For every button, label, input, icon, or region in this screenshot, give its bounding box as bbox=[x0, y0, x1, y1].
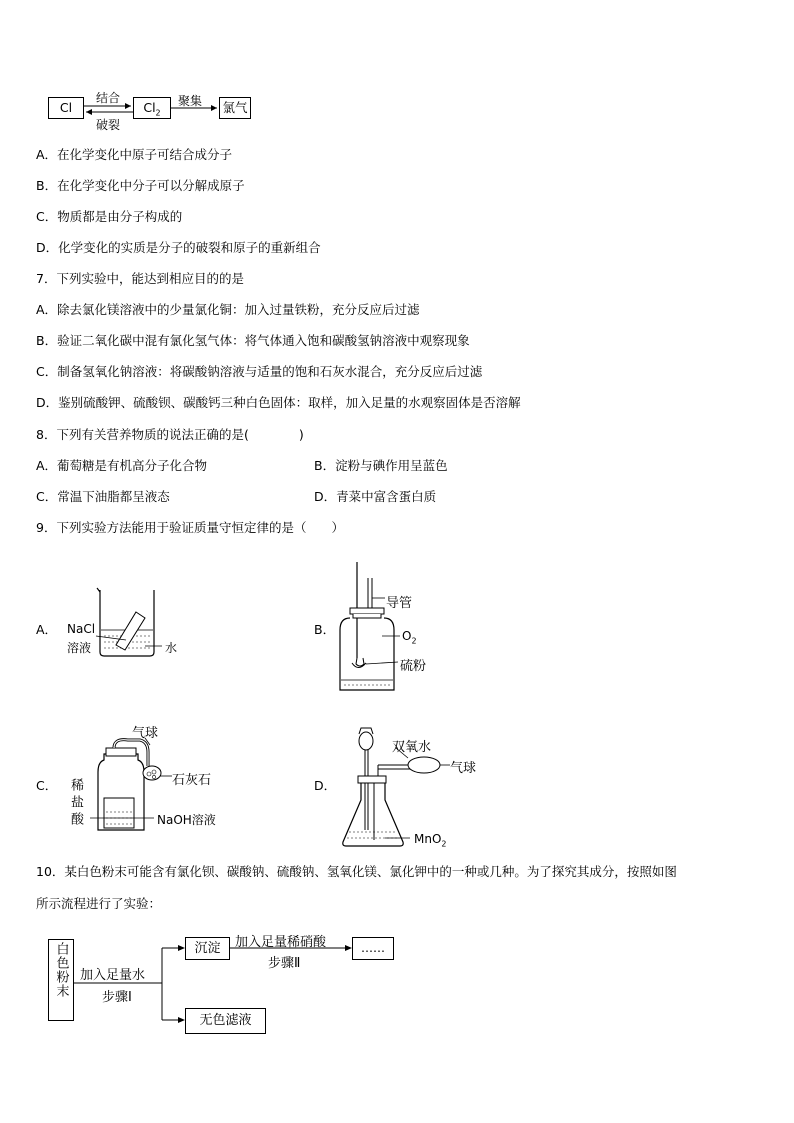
q7-option-b: B．验证二氧化碳中混有氯化氢气体：将气体通入饱和碳酸氢钠溶液中观察现象 bbox=[36, 333, 470, 348]
label-o2: $O_2$ bbox=[402, 629, 417, 646]
precipitate-box: 沉淀 bbox=[185, 937, 230, 960]
result-box: …… bbox=[352, 937, 394, 960]
q9-letter-b: B． bbox=[314, 622, 336, 637]
label-naoh: NaOH溶液 bbox=[157, 813, 216, 827]
label-balloon-c: 气球 bbox=[132, 726, 159, 741]
q6-option-b: B．在化学变化中分子可以分解成原子 bbox=[36, 178, 245, 193]
q6-option-a: A．在化学变化中原子可结合成分子 bbox=[36, 147, 233, 162]
q10-stem-line1: 10．某白色粉末可能含有氯化钡、碳酸钠、硫酸钠、氢氧化镁、氯化钾中的一种或几种。为了探究其成分，按照如图 bbox=[36, 864, 677, 879]
q7-option-a: A．除去氯化镁溶液中的少量氯化铜：加入过量铁粉，充分反应后过滤 bbox=[36, 302, 420, 317]
label-gather: 聚集 bbox=[178, 94, 203, 108]
q9-letter-a: A． bbox=[36, 622, 58, 637]
q7-option-d: D．鉴别硫酸钾、硫酸钡、碳酸钙三种白色固体：取样，加入足量的水观察固体是否溶解 bbox=[36, 395, 521, 410]
label-step1: 步骤Ⅰ bbox=[102, 990, 132, 1005]
label-balloon-d: 气球 bbox=[450, 761, 477, 776]
label-step2: 步骤Ⅱ bbox=[268, 956, 301, 971]
flowchart-arrows bbox=[0, 0, 420, 1040]
q8-option-a: A．葡萄糖是有机高分子化合物 bbox=[36, 458, 208, 473]
label-water: 水 bbox=[165, 641, 178, 655]
label-mno2: MnO$_2$ bbox=[414, 832, 447, 849]
q7-option-c: C．制备氢氧化钠溶液：将碳酸钠溶液与适量的饱和石灰水混合，充分反应后过滤 bbox=[36, 364, 483, 379]
label-break: 破裂 bbox=[96, 118, 121, 132]
q8-stem: 8．下列有关营养物质的说法正确的是( ) bbox=[36, 427, 304, 442]
q10-stem-line2: 所示流程进行了实验： bbox=[36, 896, 162, 911]
q9-letter-c: C． bbox=[36, 778, 58, 793]
label-h2o2: 双氧水 bbox=[392, 740, 432, 755]
label-tube: 导管 bbox=[386, 596, 413, 611]
cl-atom-box: Cl bbox=[48, 97, 84, 119]
label-limestone: 石灰石 bbox=[172, 773, 212, 788]
chlorine-gas-box: 氯气 bbox=[219, 97, 251, 119]
q8-option-b: B．淀粉与碘作用呈蓝色 bbox=[314, 458, 448, 473]
label-step1-action: 加入足量水 bbox=[80, 968, 146, 983]
label-solution: 溶液 bbox=[67, 641, 92, 655]
q9-letter-d: D． bbox=[314, 778, 337, 793]
q7-stem: 7．下列实验中，能达到相应目的的是 bbox=[36, 271, 244, 286]
label-combine: 结合 bbox=[96, 91, 121, 105]
q8-option-c: C．常温下油脂都呈液态 bbox=[36, 489, 170, 504]
label-dilute-hcl: 稀盐酸 bbox=[68, 778, 83, 829]
cl2-molecule-box: $Cl_2$ bbox=[133, 97, 171, 119]
q6-option-d: D．化学变化的实质是分子的破裂和原子的重新组合 bbox=[36, 240, 321, 255]
q6-option-c: C．物质都是由分子构成的 bbox=[36, 209, 183, 224]
white-powder-box: 白色粉末 bbox=[48, 939, 74, 1021]
label-step2-action: 加入足量稀硝酸 bbox=[235, 935, 327, 950]
label-sulfur: 硫粉 bbox=[400, 659, 427, 674]
q8-option-d: D．青菜中富含蛋白质 bbox=[314, 489, 437, 504]
label-nacl: NaCl bbox=[67, 622, 96, 636]
q9-stem: 9．下列实验方法能用于验证质量守恒定律的是（ ） bbox=[36, 520, 344, 535]
filtrate-box: 无色滤液 bbox=[185, 1008, 266, 1034]
